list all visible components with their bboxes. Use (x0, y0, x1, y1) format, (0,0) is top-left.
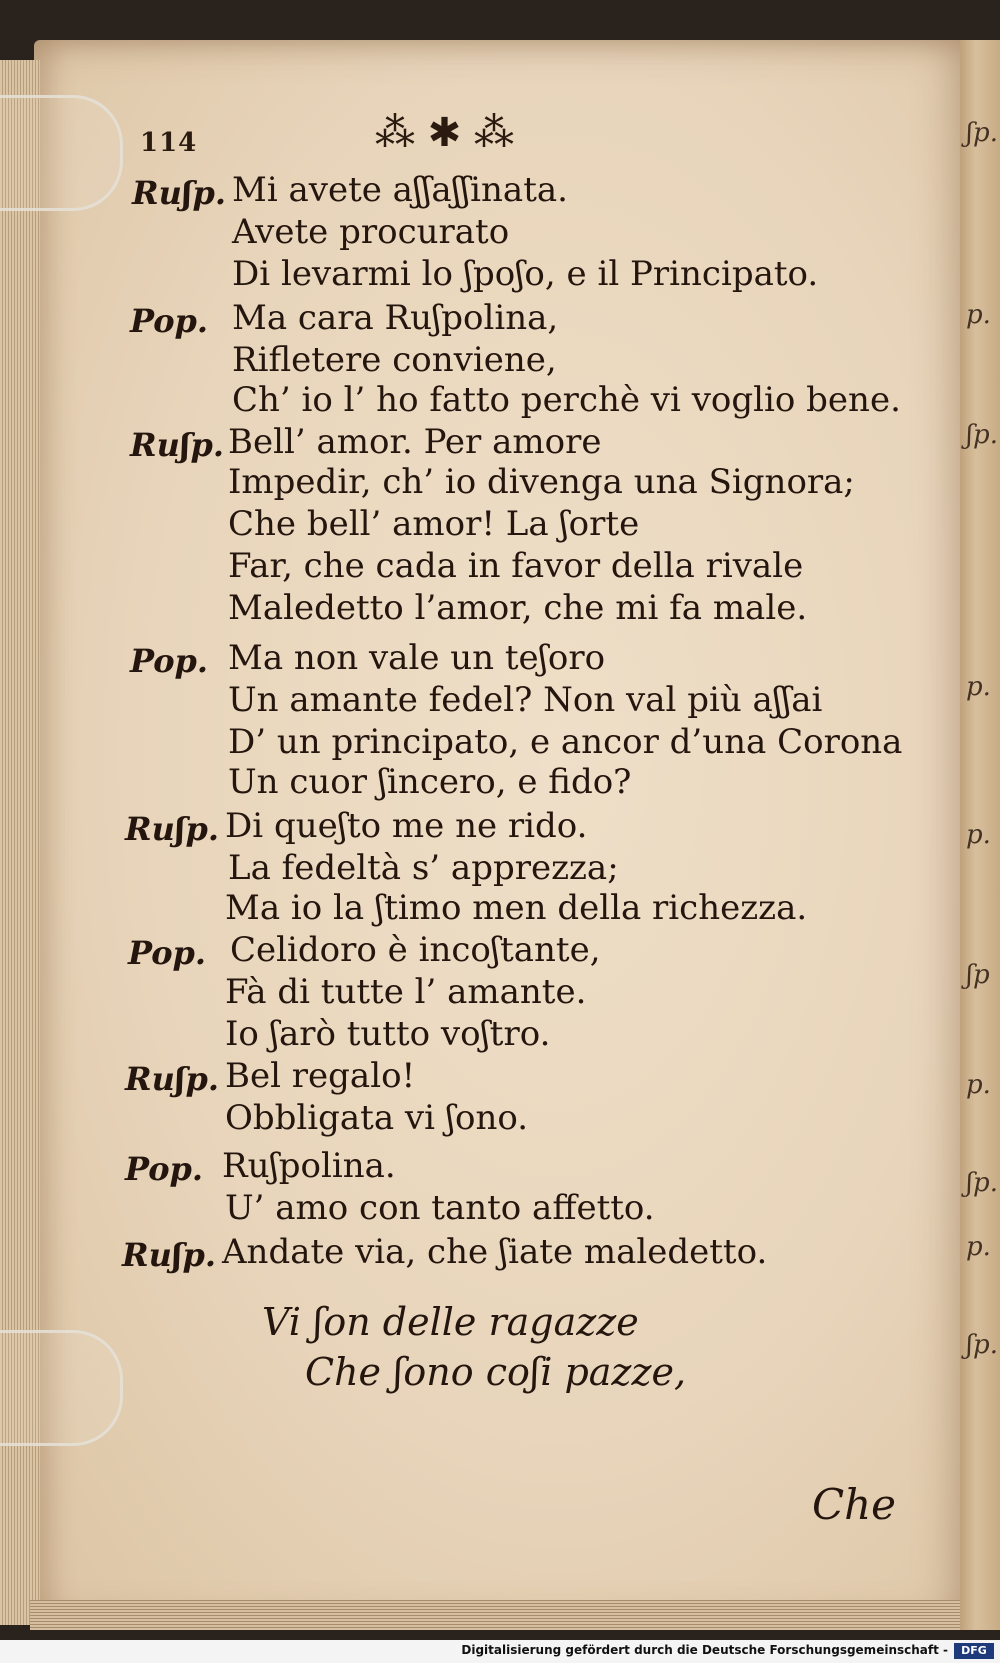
verse-line: D’ un principato, e ancor d’una Corona (228, 722, 903, 762)
bleed-through-text: p. (966, 672, 991, 702)
verse-line: Ruʃpolina. (222, 1146, 396, 1186)
verse-line: U’ amo con tanto affetto. (225, 1188, 655, 1228)
verse-line: Andate via, che ʃiate maledetto. (222, 1232, 768, 1272)
dfg-logo: DFG (954, 1643, 994, 1659)
verse-line: Obbligata vi ʃono. (225, 1098, 529, 1138)
verse-line: Celidoro è incoʃtante, (230, 930, 601, 970)
verse-line: Bel regalo! (225, 1056, 416, 1096)
catchword: Che (812, 1480, 897, 1529)
footer-bar (0, 1640, 1000, 1663)
verse-line: Io ʃarò tutto voʃtro. (225, 1014, 551, 1054)
bleed-through-text: p. (966, 820, 991, 850)
verse-line: Rifletere conviene, (232, 340, 557, 380)
bleed-through-text: ʃp. (966, 1330, 998, 1360)
book-clamp-bottom (0, 1330, 123, 1446)
speaker-label: Ruʃp. (130, 426, 224, 464)
verse-line: Ma non vale un teʃoro (228, 638, 606, 678)
speaker-label: Pop. (130, 302, 209, 340)
bleed-through-text: p. (966, 300, 991, 330)
verse-line: Che bell’ amor! La ʃorte (228, 504, 640, 544)
verse-line: Bell’ amor. Per amore (228, 422, 602, 462)
speaker-label: Ruʃp. (125, 810, 219, 848)
verse-line: Maledetto l’amor, che mi fa male. (228, 588, 808, 628)
verse-line: Ch’ io l’ ho fatto perchè vi voglio bene. (232, 380, 901, 420)
bleed-through-text: ʃp. (966, 420, 998, 450)
bleed-through-text: p. (966, 1232, 991, 1262)
verse-line: Far, che cada in favor della rivale (228, 546, 804, 586)
verse-line: Ma cara Ruʃpolina, (232, 298, 559, 338)
verse-line: La fedeltà s’ apprezza; (228, 848, 619, 888)
verse-line: Di levarmi lo ʃpoʃo, e il Principato. (232, 254, 819, 294)
speaker-label: Pop. (128, 934, 207, 972)
bleed-through-text: ʃp. (966, 1168, 998, 1198)
header-ornament: ⁂ ✱ ⁂ (375, 110, 514, 156)
page-edges-bottom (30, 1600, 990, 1630)
song-line-2: Che ʃono coʃi pazze, (305, 1350, 687, 1394)
verse-line: Un amante fedel? Non val più aʃʃai (228, 680, 823, 720)
song-line-1: Vi ʃon delle ragazze (262, 1300, 639, 1344)
verse-line: Impedir, ch’ io divenga una Signora; (228, 462, 855, 502)
funding-credit: Digitalisierung gefördert durch die Deutsche Forschungsgemeinschaft - (461, 1643, 948, 1657)
bleed-through-text: ʃp. (966, 118, 998, 148)
speaker-label: Ruʃp. (125, 1060, 219, 1098)
page-number: 114 (140, 128, 198, 158)
verse-line: Di queʃto me ne rido. (225, 806, 588, 846)
speaker-label: Ruʃp. (122, 1236, 216, 1274)
speaker-label: Ruʃp. (132, 174, 226, 212)
verse-line: Fà di tutte l’ amante. (225, 972, 587, 1012)
book-clamp-top (0, 95, 123, 211)
verse-line: Ma io la ʃtimo men della richezza. (225, 888, 808, 928)
verse-line: Mi avete aʃʃaʃʃinata. (232, 170, 568, 210)
verse-line: Avete procurato (232, 212, 510, 252)
speaker-label: Pop. (130, 642, 209, 680)
bleed-through-text: p. (966, 1070, 991, 1100)
speaker-label: Pop. (125, 1150, 204, 1188)
bleed-through-text: ʃp (966, 960, 990, 990)
verse-line: Un cuor ʃincero, e fido? (228, 762, 632, 802)
